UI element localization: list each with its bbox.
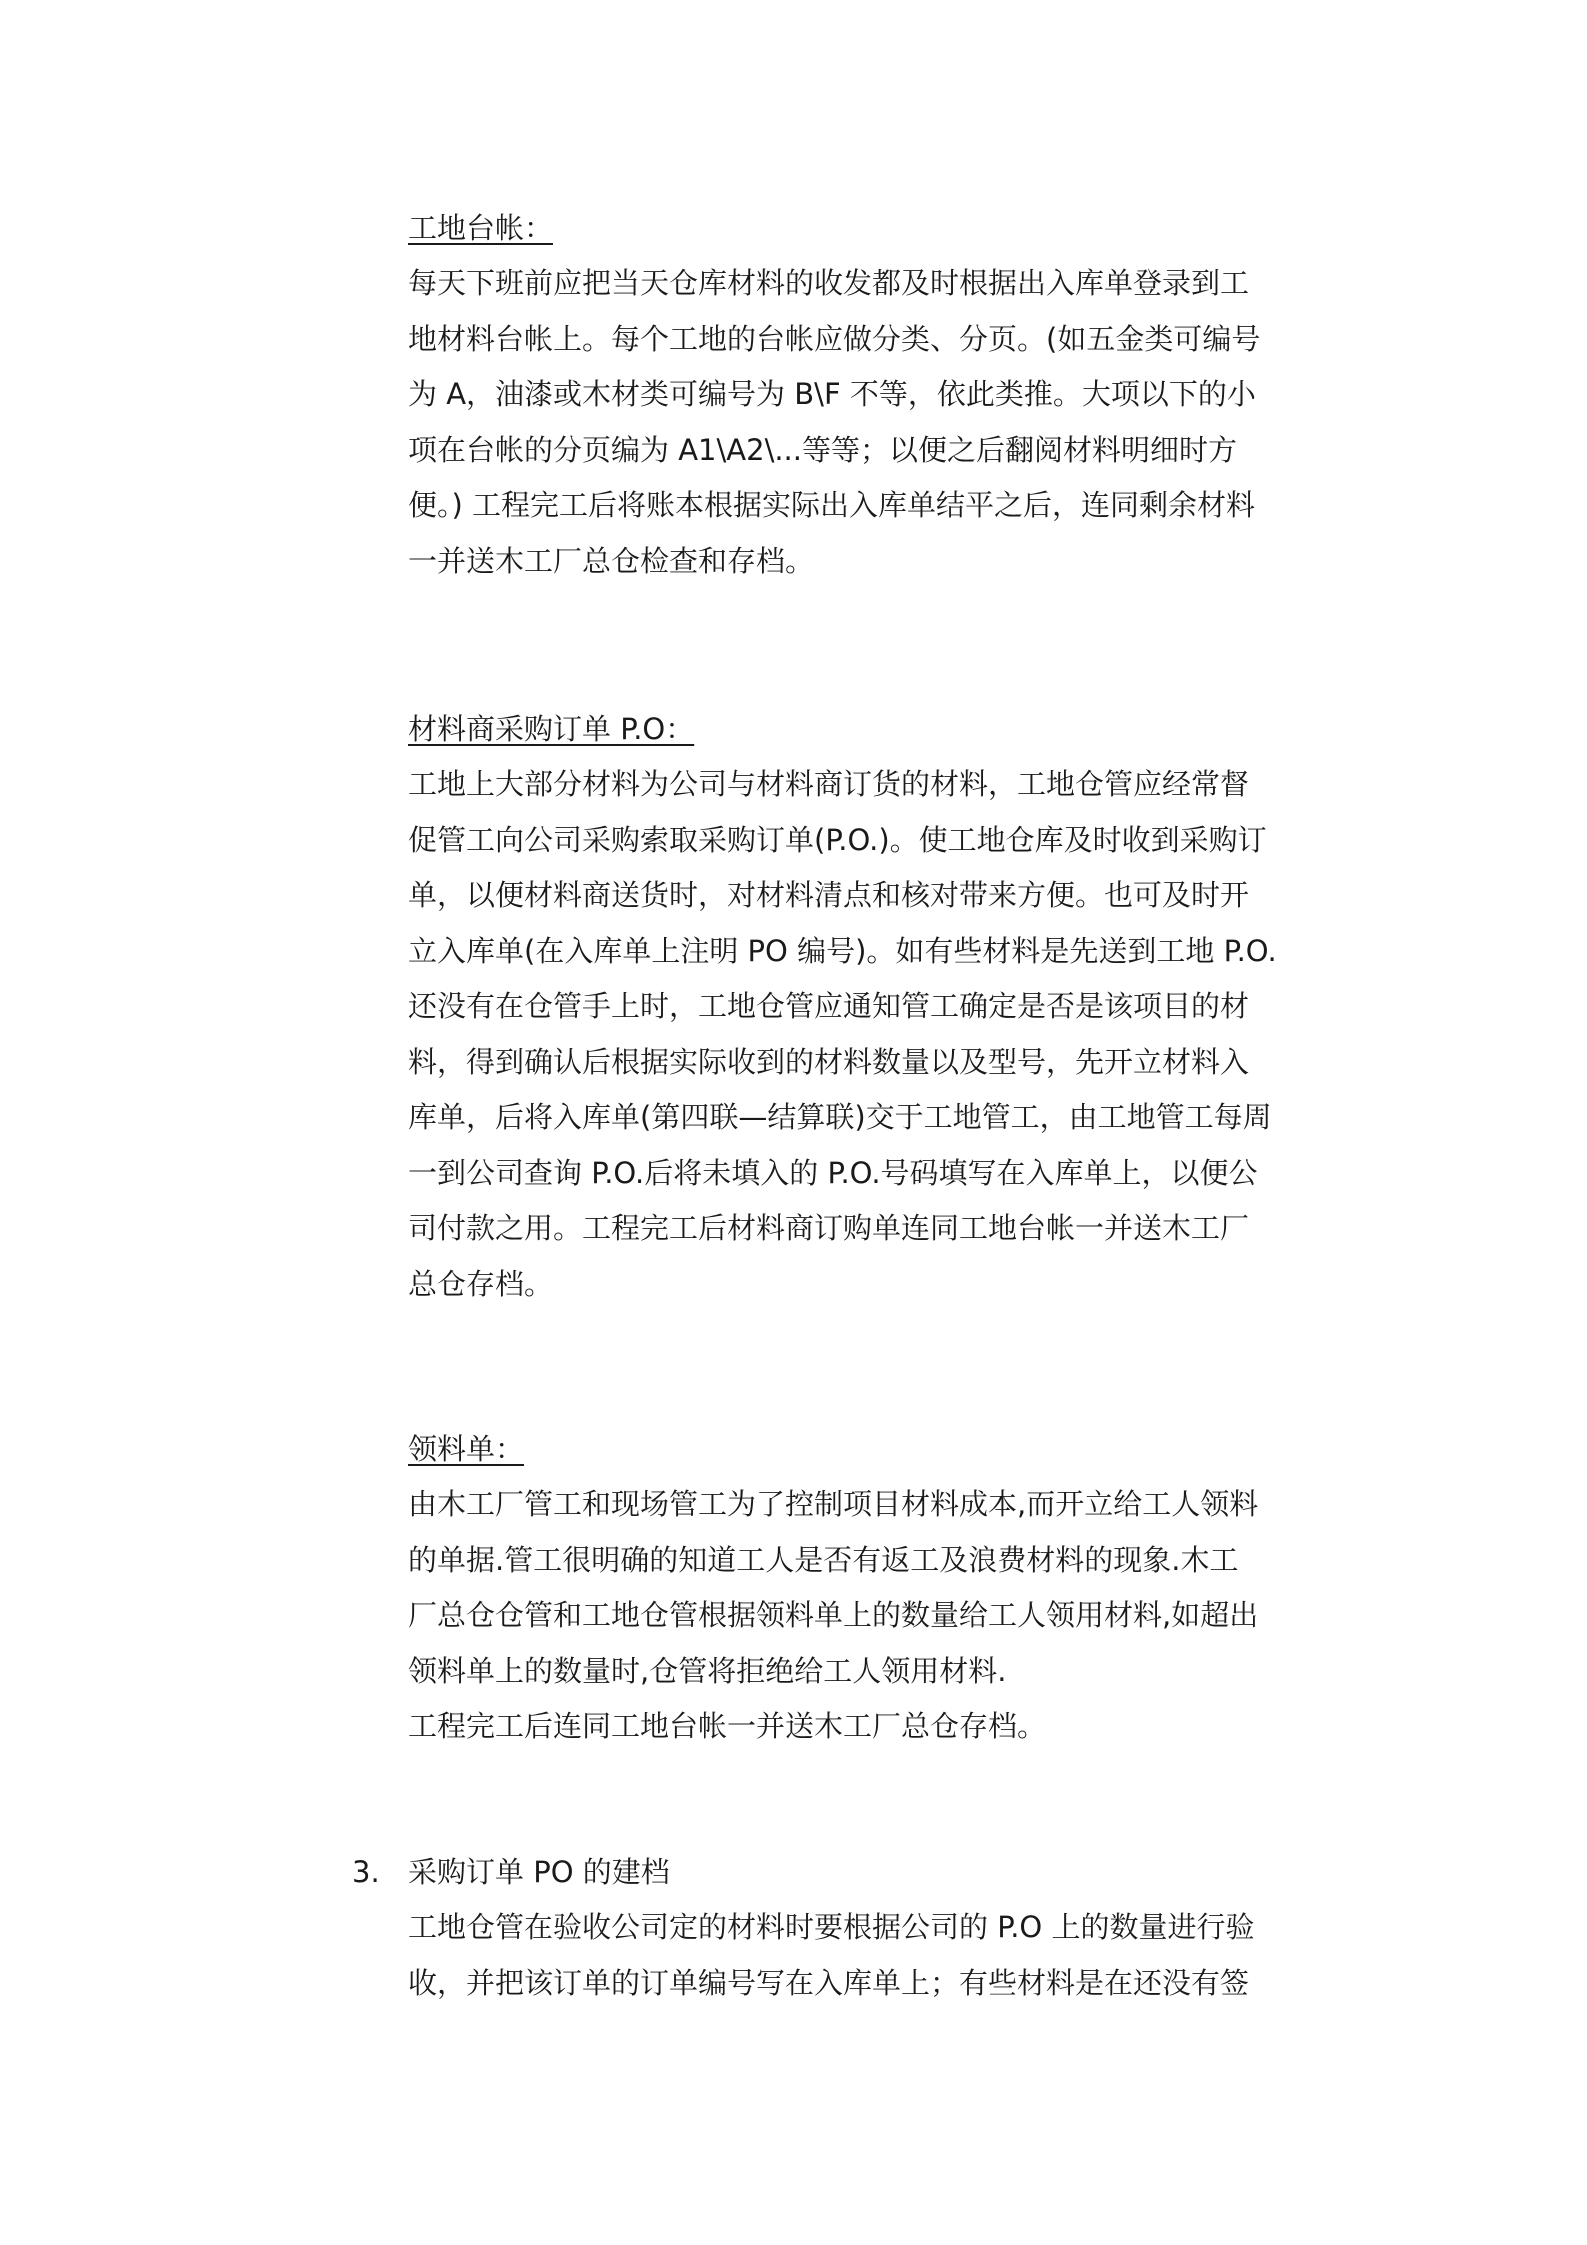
section-heading-material-requisition: 领料单： (408, 1432, 525, 1466)
paragraph-line: 地材料台帐上。每个工地的台帐应做分类、分页。(如五金类可编号 (408, 321, 1261, 356)
paragraph-line: 厂总仓仓管和工地仓管根据领料单上的数量给工人领用材料,如超出 (408, 1598, 1259, 1632)
paragraph-line: 一到公司查询 P.O.后将未填入的 P.O.号码填写在入库单上，以便公 (408, 1155, 1258, 1190)
paragraph-line: 立入库单(在入库单上注明 PO 编号)。如有些材料是先送到工地 P.O. (408, 933, 1277, 968)
paragraph-line: 工地仓管在验收公司定的材料时要根据公司的 P.O 上的数量进行验 (408, 1910, 1255, 1944)
paragraph-line: 促管工向公司采购索取采购订单(P.O.)。使工地仓库及时收到采购订 (408, 822, 1267, 857)
paragraph-line: 每天下班前应把当天仓库材料的收发都及时根据出入库单登录到工 (408, 266, 1250, 300)
section-heading-purchase-order: 材料商采购订单 P.O： (408, 712, 695, 746)
section-body-material-requisition (408, 1477, 1348, 1755)
section-body-site-ledger (408, 256, 1348, 589)
paragraph-line: 还没有在仓管手上时，工地仓管应通知管工确定是否是该项目的材 (408, 989, 1250, 1023)
section-heading-site-ledger: 工地台帐： (408, 211, 554, 245)
list-item-number: 3. (352, 1855, 380, 1889)
paragraph-line: 库单，后将入库单(第四联—结算联)交于工地管工，由工地管工每周 (408, 1100, 1272, 1134)
paragraph-line: 由木工厂管工和现场管工为了控制项目材料成本,而开立给工人领料 (408, 1487, 1259, 1521)
paragraph-line: 项在台帐的分页编为 A1\A2\...等等；以便之后翻阅材料明细时方 (408, 432, 1237, 467)
paragraph-line: 便。) 工程完工后将账本根据实际出入库单结平之后，连同剩余材料 (408, 488, 1256, 522)
section-body-purchase-order (408, 757, 1348, 1312)
list-item-title: 采购订单 PO 的建档 (408, 1855, 670, 1889)
paragraph-line: 工程完工后连同工地台帐一并送木工厂总仓存档。 (408, 1709, 1047, 1743)
list-item-body (408, 1900, 1348, 2011)
paragraph-line: 单，以便材料商送货时，对材料清点和核对带来方便。也可及时开 (408, 878, 1250, 912)
paragraph-line: 的单据.管工很明确的知道工人是否有返工及浪费材料的现象.木工 (408, 1542, 1239, 1577)
paragraph-line: 料，得到确认后根据实际收到的材料数量以及型号，先开立材料入 (408, 1044, 1250, 1079)
paragraph-line: 为 A，油漆或木材类可编号为 B\F 不等，依此类推。大项以下的小 (408, 377, 1256, 411)
paragraph-line: 一并送木工厂总仓检查和存档。 (408, 543, 815, 578)
paragraph-line: 收，并把该订单的订单编号写在入库单上；有些材料是在还没有签 (408, 1965, 1250, 2000)
paragraph-line: 总仓存档。 (408, 1266, 554, 1301)
paragraph-line: 工地上大部分材料为公司与材料商订货的材料，工地仓管应经常督 (408, 767, 1250, 801)
paragraph-line: 司付款之用。工程完工后材料商订购单连同工地台帐一并送木工厂 (408, 1211, 1250, 1245)
paragraph-line: 领料单上的数量时,仓管将拒绝给工人领用材料. (408, 1653, 1007, 1688)
